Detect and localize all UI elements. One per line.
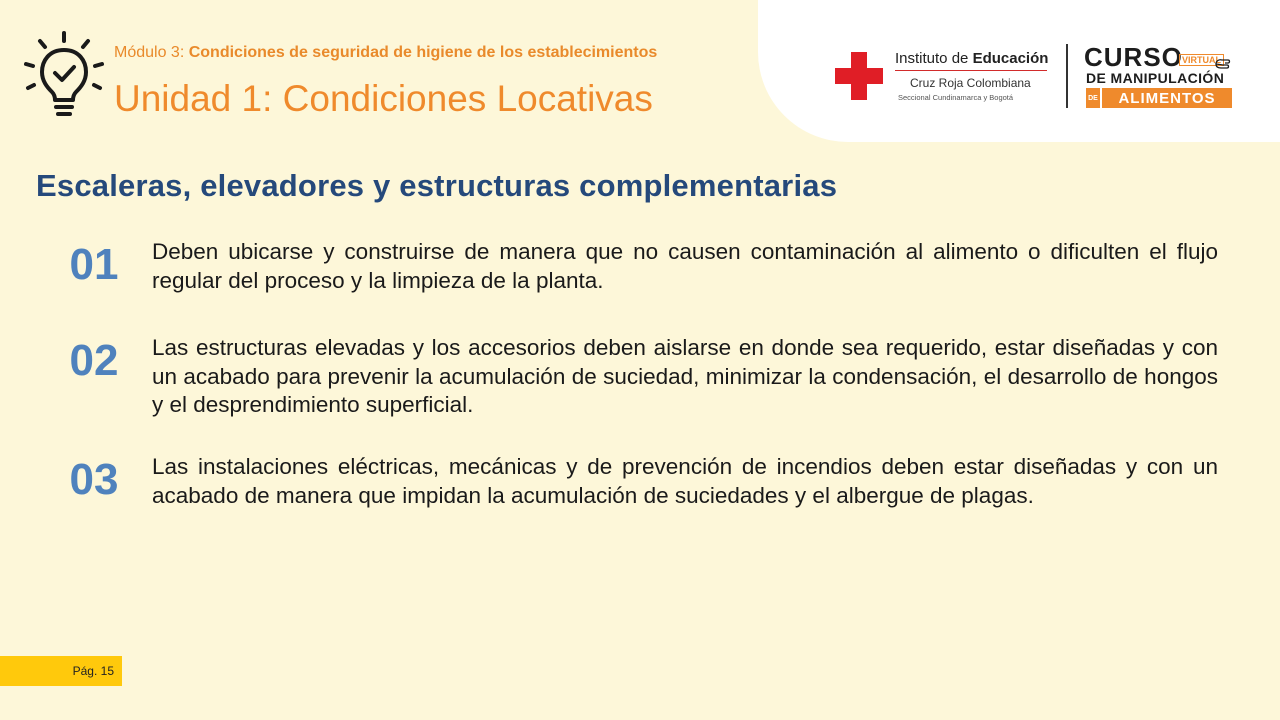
item-text: Las instalaciones eléctricas, mecánicas y de prevención de incendios deben estar diseñadas y con un acabado de manera que impidan la acumulación de suciedades y el albergue de plagas. — [152, 454, 1218, 508]
module-prefix: Módulo 3: — [114, 44, 189, 61]
course-line-2: DE MANIPULACIÓN — [1086, 70, 1225, 86]
organization-name: Cruz Roja Colombiana — [910, 76, 1031, 90]
logo-divider — [1066, 44, 1068, 108]
course-side-label: DE — [1086, 88, 1100, 108]
item-number: 02 — [69, 336, 119, 385]
item-text: Deben ubicarse y construirse de manera que no causen contaminación al alimento o dificulten el flujo regular del proceso y la limpieza de la planta. — [152, 239, 1218, 293]
institute-bold: Educación — [972, 50, 1049, 67]
page-number-badge: Pág. 15 — [0, 656, 122, 686]
unit-title: Unidad 1: Condiciones Locativas — [114, 78, 653, 119]
item-number: 01 — [69, 240, 119, 289]
module-name: Condiciones de seguridad de higiene de los establecimientos — [188, 44, 658, 61]
course-line-3: ALIMENTOS — [1102, 88, 1232, 108]
item-text: Las estructuras elevadas y los accesorios deben aislarse en donde sea requerido, estar diseñadas y con un acabado para prevenir la acumulación de suciedad, minimizar la condensación, el desarrollo de hongos y el desprendimiento superficial. — [152, 335, 1218, 417]
section-title: Escaleras, elevadores y estructuras complementarias — [36, 168, 838, 203]
item-number: 03 — [69, 455, 119, 504]
institute-prefix: Instituto de — [895, 50, 973, 67]
institute-name — [895, 50, 1048, 67]
module-subtitle — [114, 44, 657, 62]
organization-section: Seccional Cundinamarca y Bogotá — [898, 93, 1014, 102]
red-cross-logo — [835, 52, 883, 100]
hand-pointer-icon — [1214, 56, 1232, 70]
virtual-tag: VIRTUAL — [1179, 54, 1224, 66]
institute-divider — [895, 70, 1047, 71]
lightbulb-check-icon — [22, 30, 106, 122]
course-word: CURSO — [1084, 42, 1183, 72]
